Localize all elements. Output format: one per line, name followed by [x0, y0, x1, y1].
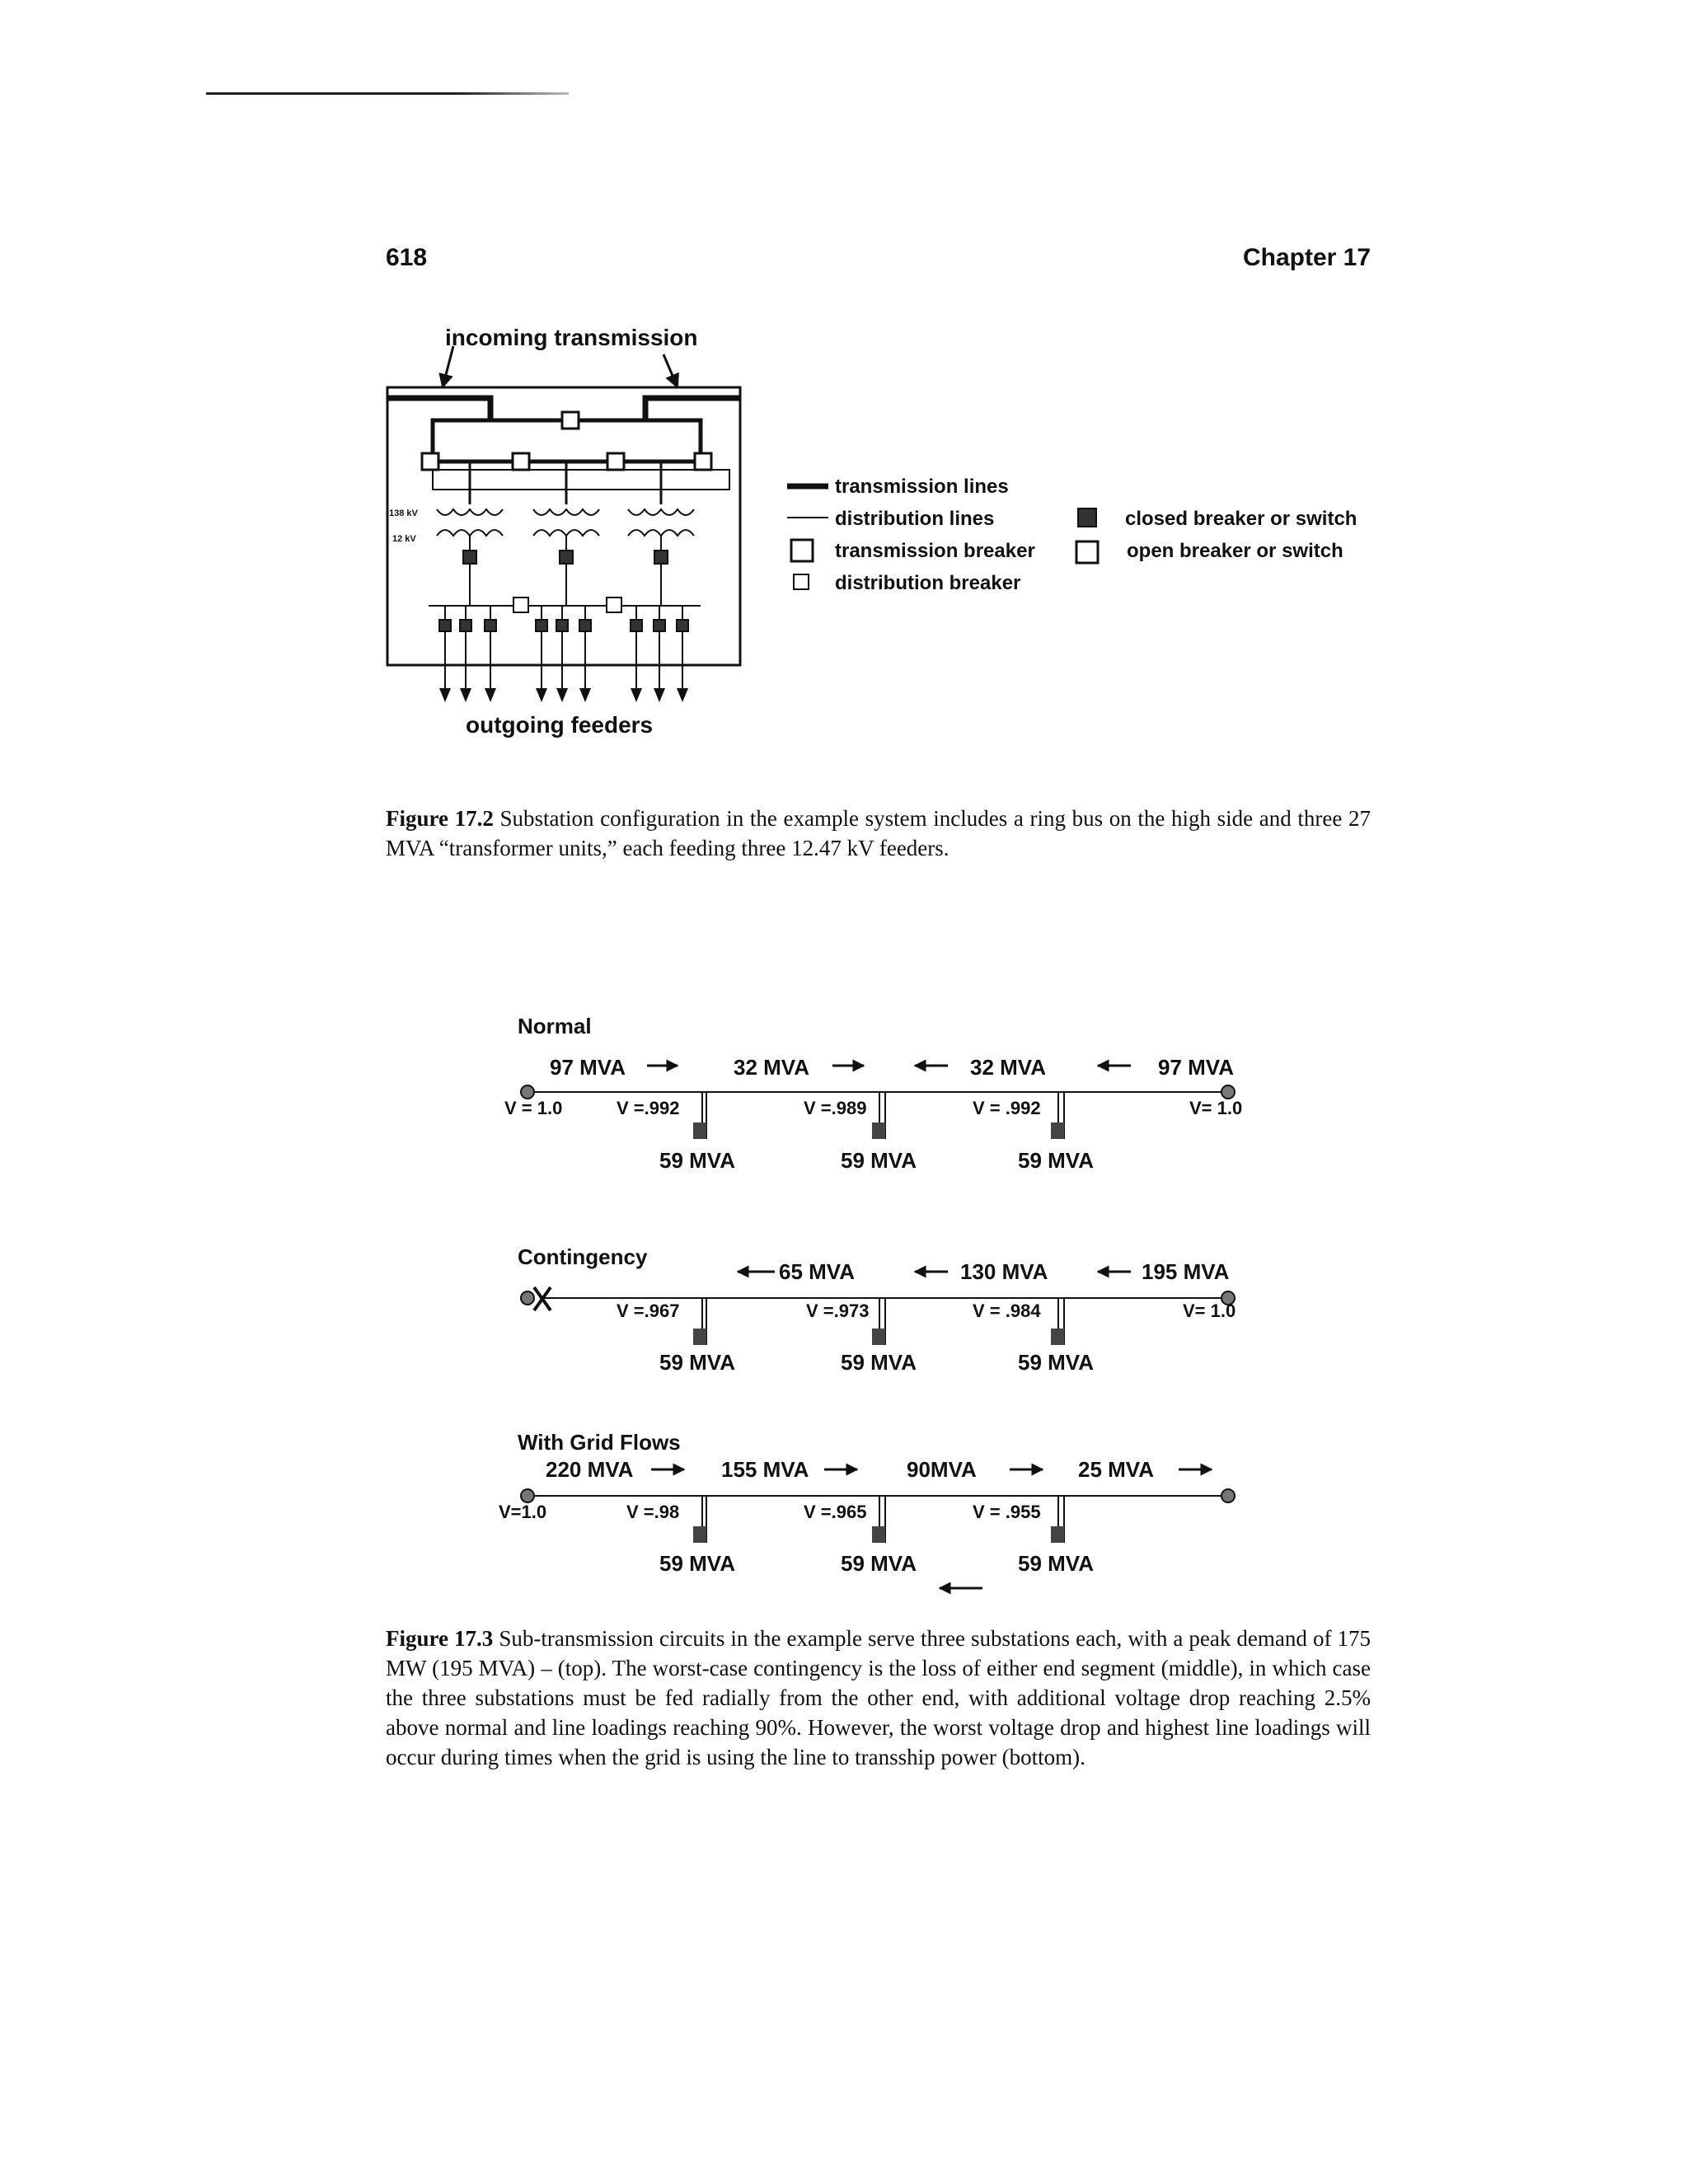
- voltage-label: V =.98: [626, 1502, 680, 1522]
- flow-label: 195 MVA: [1142, 1259, 1230, 1284]
- load-label: 59 MVA: [841, 1551, 917, 1576]
- voltage-label: V = .955: [973, 1502, 1041, 1522]
- voltage-label: V = .984: [973, 1301, 1041, 1321]
- legend-distribution-lines: distribution lines: [835, 508, 995, 530]
- legend-transmission-breaker: transmission breaker: [835, 540, 1035, 562]
- flow-label: 32 MVA: [970, 1055, 1046, 1080]
- voltage-label: V = .992: [973, 1098, 1041, 1118]
- voltage-label: V =.965: [804, 1502, 867, 1522]
- voltage-label: V=1.0: [499, 1502, 547, 1522]
- legend-open-breaker: open breaker or switch: [1127, 540, 1343, 562]
- flow-label: 32 MVA: [734, 1055, 809, 1080]
- caption-label: Figure 17.3: [386, 1626, 494, 1651]
- flow-label: 155 MVA: [721, 1457, 809, 1482]
- voltage-label: V = 1.0: [504, 1098, 563, 1118]
- high-voltage-label: 138 kV: [389, 509, 418, 518]
- low-voltage-label: 12 kV: [392, 534, 416, 544]
- voltage-label: V =.973: [806, 1301, 870, 1321]
- legend-distribution-breaker: distribution breaker: [835, 572, 1021, 594]
- flow-label: 130 MVA: [960, 1259, 1048, 1284]
- voltage-label: V= 1.0: [1183, 1301, 1236, 1321]
- outgoing-feeders-label: outgoing feeders: [466, 712, 654, 738]
- grid-flows-title: With Grid Flows: [518, 1430, 681, 1455]
- flow-label: 65 MVA: [779, 1259, 855, 1284]
- load-label: 59 MVA: [1018, 1350, 1094, 1375]
- incoming-transmission-label: incoming transmission: [445, 325, 698, 350]
- flow-label: 97 MVA: [1158, 1055, 1234, 1080]
- load-label: 59 MVA: [659, 1148, 735, 1173]
- voltage-label: V =.992: [617, 1098, 680, 1118]
- legend-closed-breaker: closed breaker or switch: [1125, 508, 1357, 530]
- voltage-label: V =.989: [804, 1098, 867, 1118]
- voltage-label: V =.967: [617, 1301, 680, 1321]
- flow-label: 220 MVA: [546, 1457, 634, 1482]
- flow-label: 90MVA: [907, 1457, 977, 1482]
- load-label: 59 MVA: [659, 1551, 735, 1576]
- normal-title: Normal: [518, 1014, 592, 1038]
- flow-label: 25 MVA: [1078, 1457, 1154, 1482]
- legend-transmission-lines: transmission lines: [835, 476, 1009, 498]
- chapter-heading: Chapter 17: [1243, 244, 1372, 271]
- caption-label: Figure 17.2: [386, 806, 494, 831]
- load-label: 59 MVA: [841, 1148, 917, 1173]
- load-label: 59 MVA: [841, 1350, 917, 1375]
- voltage-label: V= 1.0: [1189, 1098, 1243, 1118]
- contingency-title: Contingency: [518, 1244, 648, 1269]
- caption-text: Substation configuration in the example system includes a ring bus on the high side and three 27 MVA “transformer units,” each feeding three 12.47 kV feeders.: [386, 806, 1372, 860]
- page-number: 618: [386, 244, 428, 271]
- figure-17-3-caption: [386, 1624, 1371, 1772]
- load-label: 59 MVA: [1018, 1551, 1094, 1576]
- flow-label: 97 MVA: [550, 1055, 626, 1080]
- caption-text: Sub-transmission circuits in the example serve three substations each, with a peak demand of 175 MW (195 MVA) – (top). The worst-case contingency is the loss of either end segment (middle), in which case the three substations must be fed radially from the other end, with additional voltage drop reaching 2.5% above normal and line loadings reaching 90%. However, the worst voltage drop and highest line loadings will occur during times when the grid is using the line to transship power (bottom).: [386, 1626, 1371, 1769]
- load-label: 59 MVA: [1018, 1148, 1094, 1173]
- load-label: 59 MVA: [659, 1350, 735, 1375]
